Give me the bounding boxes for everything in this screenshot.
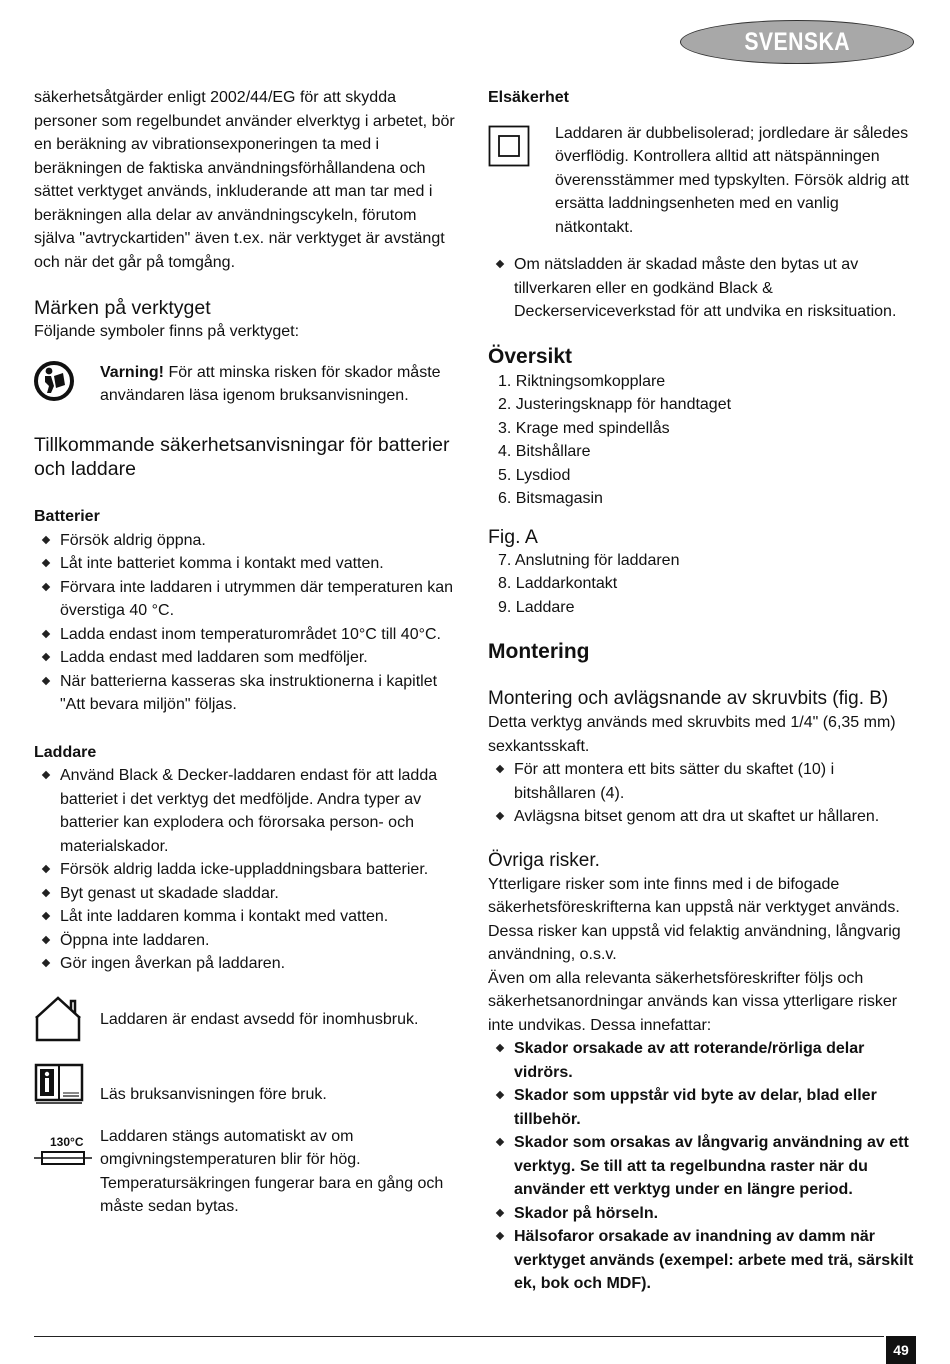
list-item: Byt genast ut skadade sladdar. (34, 882, 459, 906)
left-column (34, 86, 459, 1219)
overview-heading: Översikt (488, 344, 573, 368)
info-book-icon (34, 1063, 100, 1113)
list-item: Försök aldrig öppna. (34, 529, 459, 553)
fuse-text: Laddaren stängs automatiskt av om omgivningstemperaturen blir för hög. Temperatursäkringen fungerar bara en gång och måste sedan bytas. (100, 1127, 444, 1215)
bits-list (488, 758, 920, 829)
list-item: Om nätsladden är skadad måste den bytas ut av tillverkaren eller en godkänd Black & Deckerserviceverkstad för att undvika en risksituation. (488, 253, 920, 324)
electrical-safety-text: Laddaren är dubbelisolerad; jordledare är således överflödig. Kontrollera alltid att nätspänningen överensstämmer med typskylten. Försök aldrig att ersätta laddningsenheten med en vanlig nätkontakt. (555, 124, 909, 236)
list-item: 7. Anslutning för laddaren (498, 551, 680, 569)
house-icon (34, 996, 100, 1050)
list-item: Skador som orsakas av långvarig användning av ett verktyg. Se till att ta regelbundna raster när du använder ett verktyg under en längre period. (488, 1131, 920, 1202)
warning-symbol-row (34, 358, 459, 412)
electrical-safety-heading: Elsäkerhet (488, 89, 569, 106)
read-manual-warning-icon (34, 358, 100, 412)
language-label: SVENSKA (744, 27, 850, 56)
charger-heading: Laddare (34, 743, 97, 761)
electrical-safety-list (488, 253, 920, 324)
overview-list (488, 370, 920, 511)
vibration-intro: säkerhetsåtgärder enligt 2002/44/EG för att skydda personer som regelbundet använder elverktyg i arbetet, bör en beräkning av vibrationsexponeringen ta med i beräkningen de faktiska användningsförhållandena och sättet verktyget används, inkluderande att man tar med i beräkningen alla delar av användningscykeln, förutom själva "avtryckartiden" även t.ex. när verktyget är avstängt och när det går på tomgång. (34, 89, 455, 271)
residual-risks-heading: Övriga risker. (488, 849, 600, 871)
list-item: Försök aldrig ladda icke-uppladdningsbara batterier. (34, 858, 459, 882)
warning-label: Varning! (100, 363, 165, 381)
list-item: För att montera ett bits sätter du skaftet (10) i bitshållaren (4). (488, 758, 920, 805)
list-item: Ladda endast inom temperaturområdet 10°C till 40°C. (34, 623, 459, 647)
list-item: Ladda endast med laddaren som medföljer. (34, 646, 459, 670)
list-item: 3. Krage med spindellås (498, 419, 670, 437)
list-item: Öppna inte laddaren. (34, 929, 459, 953)
page-number: 49 (886, 1336, 916, 1364)
bits-text: Detta verktyg används med skruvbits med 1/4" (6,35 mm) sexkantsskaft. (488, 714, 896, 755)
thermal-fuse-icon (34, 1125, 100, 1175)
list-item: Låt inte laddaren komma i kontakt med vatten. (34, 905, 459, 929)
extra-safety-heading: Tillkommande säkerhetsanvisningar för batterier och laddare (34, 434, 450, 480)
list-item: Skador som uppstår vid byte av delar, blad eller tillbehör. (488, 1084, 920, 1131)
bits-heading: Montering och avlägsnande av skruvbits (fig. B) (488, 688, 889, 709)
residual-risks-list (488, 1037, 920, 1296)
double-insulation-icon (488, 122, 555, 175)
list-item: Hälsofaror orsakade av inandning av damm när verktyget används (exempel: arbete med trä, särskilt ek, bok och MDF). (488, 1225, 920, 1296)
right-column (488, 86, 920, 1296)
marks-heading: Märken på verktyget (34, 297, 211, 319)
read-symbol-row (34, 1063, 459, 1113)
list-item: Avlägsna bitset genom att dra ut skaftet ur hållaren. (488, 805, 920, 829)
fuse-temperature-label: 130°C (50, 1134, 84, 1149)
marks-subtitle: Följande symboler finns på verktyget: (34, 323, 300, 340)
read-manual-text: Läs bruksanvisningen före bruk. (100, 1086, 327, 1103)
batteries-list (34, 529, 459, 717)
double-insulation-row (488, 122, 920, 240)
list-item: Skador på hörseln. (488, 1202, 920, 1226)
charger-list (34, 764, 459, 976)
list-item: 6. Bitsmagasin (498, 490, 603, 507)
list-item: Använd Black & Decker-laddaren endast för att ladda batteriet i det verktyg det medföljde. Andra typer av batterier kan explodera och förorsaka person- och materialskador. (34, 764, 459, 858)
warning-text: För att minska risken för skador måste användaren läsa igenom bruksanvisningen. (100, 363, 441, 404)
indoor-symbol-row (34, 996, 459, 1050)
indoor-text: Laddaren är endast avsedd för inomhusbruk. (100, 1010, 419, 1028)
batteries-heading: Batterier (34, 508, 100, 525)
list-item: 4. Bitshållare (498, 443, 591, 460)
list-item: 8. Laddarkontakt (498, 575, 618, 592)
list-item: 9. Laddare (498, 598, 575, 616)
list-item: Låt inte batteriet komma i kontakt med vatten. (34, 552, 459, 576)
list-item: Skador orsakade av att roterande/rörliga delar vidrörs. (488, 1037, 920, 1084)
fig-a-heading: Fig. A (488, 525, 538, 548)
list-item: Förvara inte laddaren i utrymmen där temperaturen kan överstiga 40 °C. (34, 576, 459, 623)
list-item: 1. Riktningsomkopplare (498, 372, 666, 390)
language-tab (680, 20, 914, 64)
residual-risks-text-2: Även om alla relevanta säkerhetsföreskrifter följs och säkerhetsanordningar används kan vissa ytterligare risker inte undvikas. Dessa innefattar: (488, 969, 898, 1034)
footer-divider (34, 1336, 884, 1337)
list-item: Gör ingen åverkan på laddaren. (34, 952, 459, 976)
fuse-symbol-row (34, 1125, 459, 1219)
list-item: 5. Lysdiod (498, 466, 571, 484)
list-item: När batterierna kasseras ska instruktionerna i kapitlet "Att bevara miljön" följas. (34, 670, 459, 717)
assembly-heading: Montering (488, 640, 590, 663)
residual-risks-text: Ytterligare risker som inte finns med i de bifogade säkerhetsföreskrifterna kan uppstå när verktyget används. Dessa risker kan uppstå vid felaktig användning, långvarig användning, o.s.v. (488, 875, 901, 963)
list-item: 2. Justeringsknapp för handtaget (498, 396, 732, 413)
fig-a-list (488, 549, 920, 620)
